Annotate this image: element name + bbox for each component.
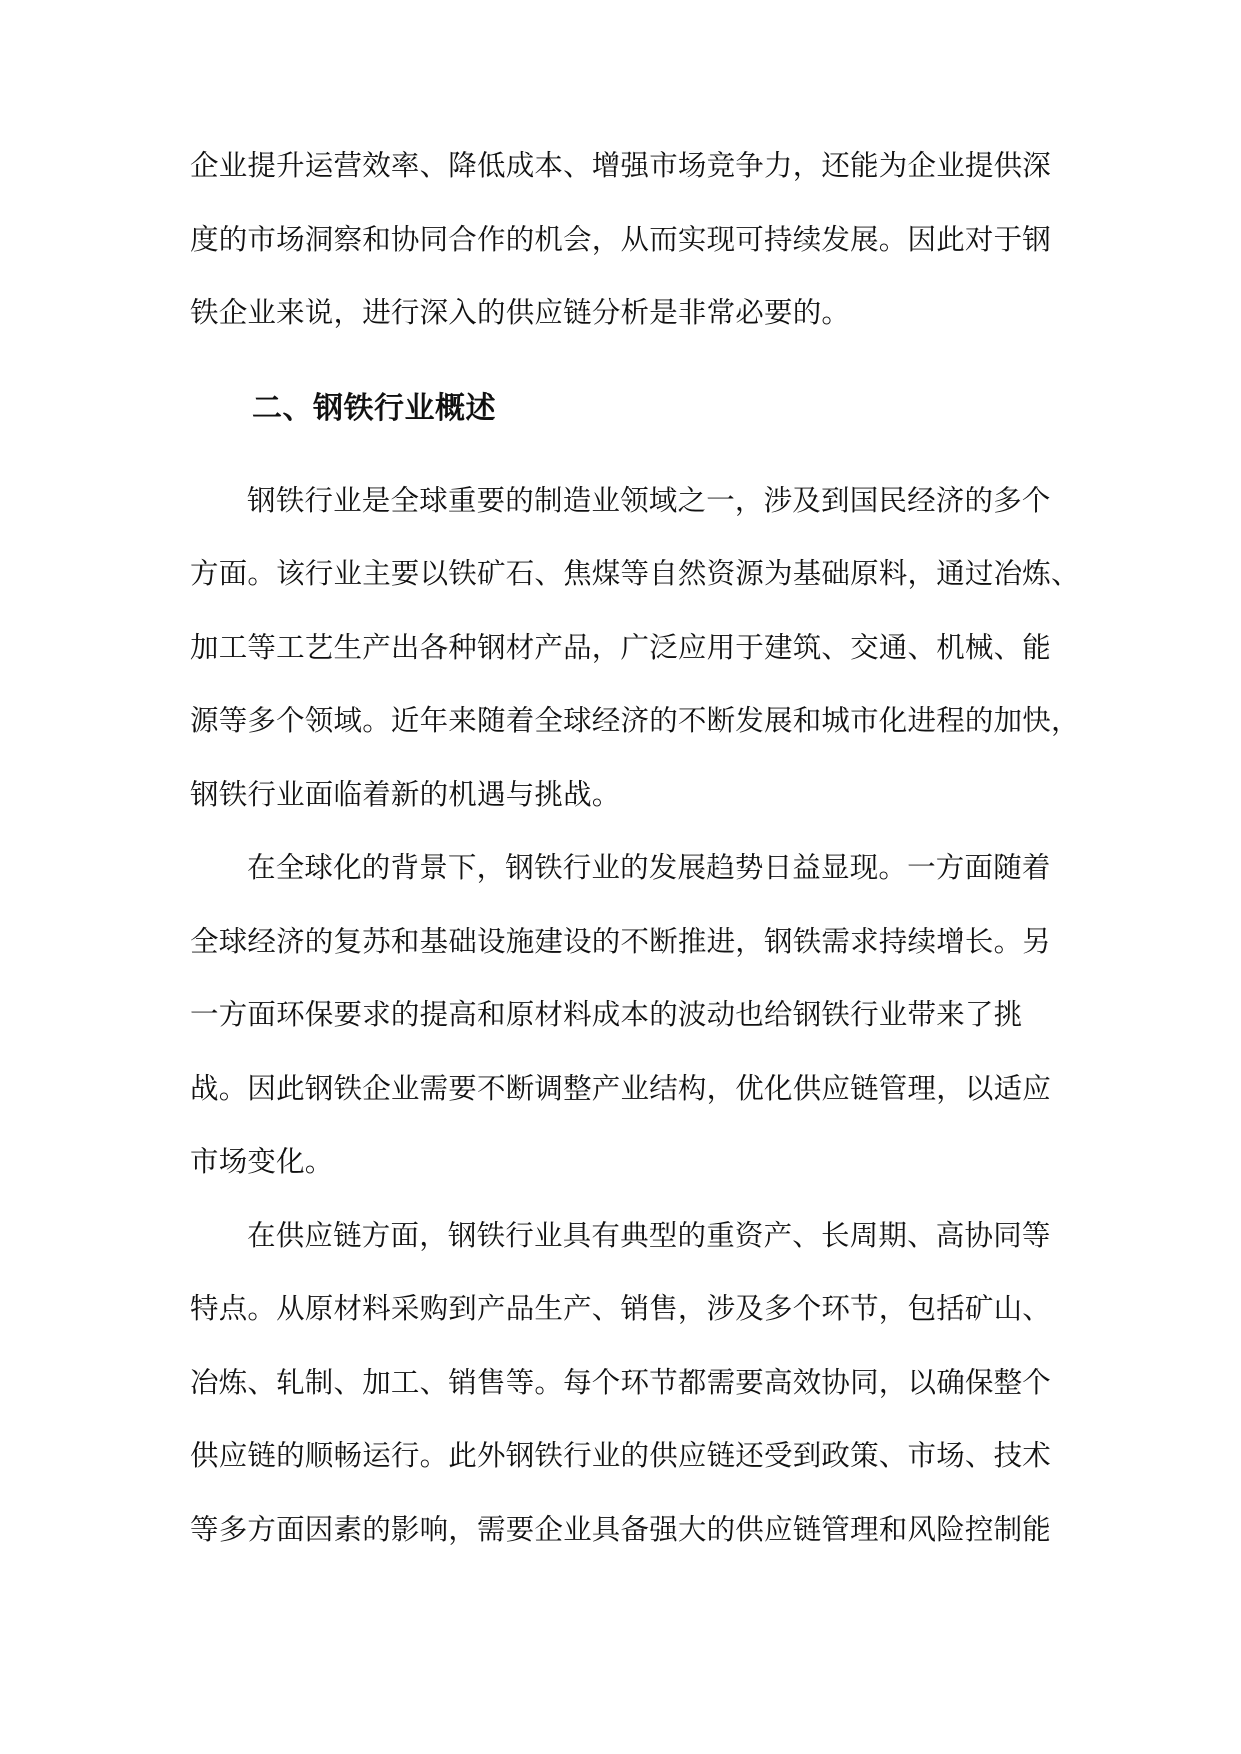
paragraph-line: 全球经济的复苏和基础设施建设的不断推进，钢铁需求持续增长。另	[190, 924, 1052, 958]
paragraph-line: 铁企业来说，进行深入的供应链分析是非常必要的。	[190, 296, 851, 329]
section-heading-row	[190, 376, 1056, 478]
paragraph-line: 度的市场洞察和协同合作的机会，从而实现可持续发展。因此对于钢	[190, 222, 1052, 256]
paragraph-line: 方面。该行业主要以铁矿石、焦煤等自然资源为基础原料，通过冶炼、	[190, 557, 1080, 590]
intro-paragraph	[190, 143, 1056, 364]
paragraph-line: 企业提升运营效率、降低成本、增强市场竞争力，还能为企业提供深	[190, 149, 1052, 182]
paragraph-line: 冶炼、轧制、加工、销售等。每个环节都需要高效协同，以确保整个	[190, 1365, 1052, 1399]
paragraph-line: 钢铁行业面临着新的机遇与挑战。	[190, 777, 621, 811]
page-content	[190, 143, 1080, 1580]
paragraph-line: 等多方面因素的影响，需要企业具备强大的供应链管理和风险控制能	[190, 1512, 1052, 1546]
paragraph-line: 钢铁行业是全球重要的制造业领域之一，涉及到国民经济的多个	[247, 483, 1051, 517]
paragraph-globalization-trends	[190, 845, 1056, 1213]
paragraph-line: 在供应链方面，钢铁行业具有典型的重资产、长周期、高协同等	[247, 1218, 1051, 1252]
paragraph-line: 市场变化。	[190, 1145, 334, 1178]
paragraph-supply-chain	[190, 1213, 1056, 1581]
paragraph-line: 一方面环保要求的提高和原材料成本的波动也给钢铁行业带来了挑	[190, 998, 1023, 1031]
paragraph-line: 供应链的顺畅运行。此外钢铁行业的供应链还受到政策、市场、技术	[190, 1439, 1052, 1472]
section-heading: 二、钢铁行业概述	[252, 390, 496, 426]
paragraph-line: 战。因此钢铁企业需要不断调整产业结构，优化供应链管理，以适应	[190, 1071, 1052, 1105]
paragraph-industry-overview	[190, 478, 1080, 846]
paragraph-line: 源等多个领域。近年来随着全球经济的不断发展和城市化进程的加快，	[190, 704, 1080, 737]
paragraph-line: 在全球化的背景下，钢铁行业的发展趋势日益显现。一方面随着	[247, 851, 1051, 884]
paragraph-line: 特点。从原材料采购到产品生产、销售，涉及多个环节，包括矿山、	[190, 1292, 1052, 1325]
paragraph-line: 加工等工艺生产出各种钢材产品，广泛应用于建筑、交通、机械、能	[190, 630, 1052, 664]
